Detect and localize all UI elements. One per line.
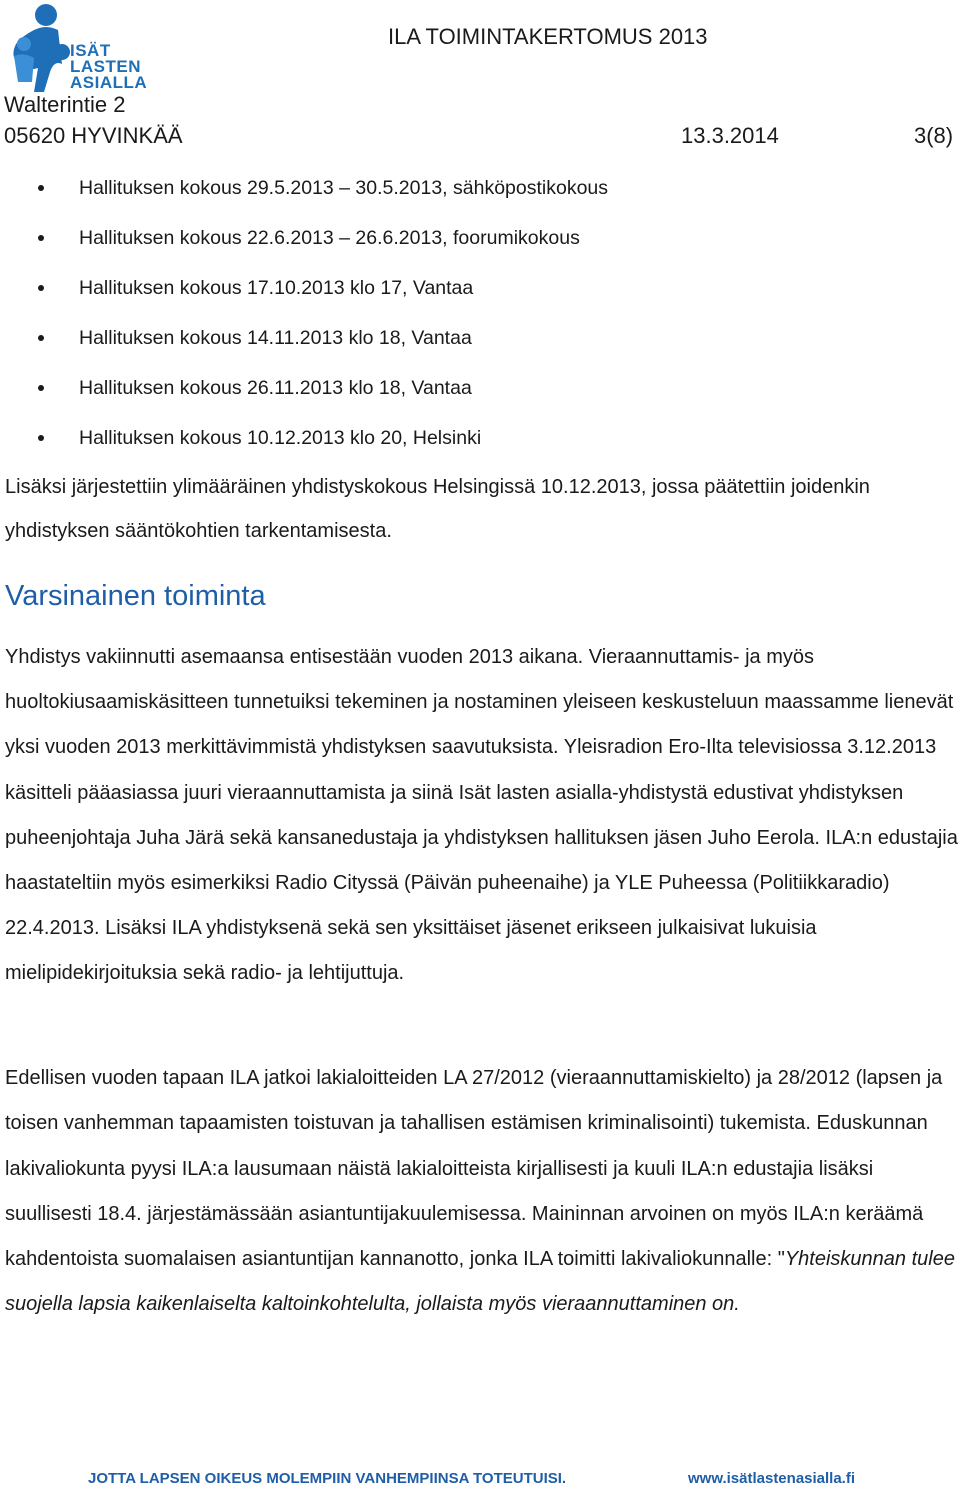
footer-slogan: JOTTA LAPSEN OIKEUS MOLEMPIIN VANHEMPIINSA TOTEUTUISI. <box>88 1470 567 1487</box>
ila-logo <box>4 2 154 92</box>
document-date: 13.3.2014 <box>681 123 779 148</box>
extra-meeting-paragraph: Lisäksi järjestettiin ylimääräinen yhdistyskokous Helsingissä 10.12.2013, jossa päätettiin joidenkin yhdistyksen sääntökohtien tarkentamisesta. <box>5 476 870 542</box>
quoted-statement: Yhteiskunnan tulee suojella lapsia kaikenlaiselta kaltoinkohtelulta, jollaista myös vieraannuttaminen on. <box>5 1248 955 1316</box>
activity-paragraph: Yhdistys vakiinnutti asemaansa entisestään vuoden 2013 aikana. Vieraannuttamis- ja myös huoltokiusaamiskäsitteen tunnetuiksi tekeminen ja nostaminen yleiseen keskusteluun maassamme lienevät yksi vuoden 2013 merkittävimmistä yhdistyksen saavutuksista. Yleisradion Ero-Ilta televisiossa 3.12.2013 käsitteli pääasiassa juuri vieraannuttamista ja siinä Isät lasten asialla-yhdistystä edustivat yhdistyksen puheenjohtaja Juha Järä sekä kansanedustaja ja yhdistyksen hallituksen jäsen Juho Eerola. ILA:n edustajia haastateltiin myös esimerkiksi Radio Cityssä (Päivän puheenaihe) ja YLE Puheessa (Politiikkaradio) 22.4.2013. Lisäksi ILA yhdistyksenä sekä sen yksittäiset jäsenet erikseen julkaisivat lukuisia mielipidekirjoituksia sekä radio- ja lehtijuttuja. <box>5 646 958 985</box>
section-heading: Varsinainen toiminta <box>5 580 266 612</box>
bullet-icon <box>38 385 44 391</box>
legislation-text: Edellisen vuoden tapaan ILA jatkoi lakialoitteiden LA 27/2012 (vieraannuttamiskielto) ja 28/2012 (lapsen ja toisen vanhemman tapaamisten toistuvan ja tahallisen estämisen kriminalisointi) tukemista. Eduskunnan lakivaliokunta pyysi ILA:a lausumaan näistä lakialoitteista kirjallisesti ja kuuli ILA:n edustajia lisäksi suullisesti 18.4. järjestämässään asiantuntijakuulemisessa. Maininnan arvoinen on myös ILA:n keräämä kahdentoista suomalaisen asiantuntijan kannanotto, jonka ILA toimitti lakivaliokunnalle: " <box>5 1067 943 1271</box>
legislation-paragraph <box>5 1056 960 1328</box>
report-title: ILA TOIMINTAKERTOMUS 2013 <box>388 24 708 49</box>
bullet-icon <box>38 185 44 191</box>
document-page: ISÄT LASTEN ASIALLA ILA TOIMINTAKERTOMUS 2013 Walterintie 2 05620 HYVINKÄÄ 13.3.2014 3(8) Hallituksen kokous 29.5.2013 – 30.5.2013, sähköpostikokous Hallituksen kokous 22.6.2013 – 26.6.2013, foorumikokous Hallituksen kokous 17.10.2013 klo 17, Vantaa Hallituksen kokous 14.11.2013 klo 18, Vantaa Hallituksen kokous 26.11.2013 klo 18, Vantaa Hallituksen kokous 10.12.2013 klo 20, Helsinki Lisäksi järjestettiin ylimääräinen yhdistyskokous Helsingissä 10.12.2013, jossa päätettiin joidenkin yhdistyksen sääntökohtien tarkentamisesta. Varsinainen toiminta Yhdistys vakiinnutti asemaansa entisestään vuoden 2013 aikana. Vieraannuttamis- ja myös huoltokiusaamiskäsitteen tunnetuiksi tekeminen ja nostaminen yleiseen keskusteluun maassamme lienevät yksi vuoden 2013 merkittävimmistä yhdistyksen saavutuksista. Yleisradion Ero-Ilta televisiossa 3.12.2013 käsitteli pääasiassa juuri vieraannuttamista ja siinä Isät lasten asialla-yhdistystä edustivat yhdistyksen puheenjohtaja Juha Järä sekä kansanedustaja ja yhdistyksen hallituksen jäsen Juho Eerola. ILA:n edustajia haastateltiin myös esimerkiksi Radio Cityssä (Päivän puheenaihe) ja YLE Puheessa (Politiikkaradio) 22.4.2013. Lisäksi ILA yhdistyksenä sekä sen yksittäiset jäsenet erikseen julkaisivat lukuisia mielipidekirjoituksia sekä radio- ja lehtijuttuja. Edellisen vuoden tapaan ILA jatkoi lakialoitteiden LA 27/2012 (vieraannuttamiskielto) ja 28/2012 (lapsen ja toisen vanhemman tapaamisten toistuvan ja tahallisen estämisen kriminalisointi) tukemista. Eduskunnan lakivaliokunta pyysi ILA:a lausumaan näistä lakialoitteista kirjallisesti ja kuuli ILA:n edustajia lisäksi suullisesti 18.4. järjestämässään asiantuntijakuulemisessa. Maininnan arvoinen on myös ILA:n keräämä kahdentoista suomalaisen asiantuntijan kannanotto, jonka ILA toimitti lakivaliokunnalle: "Yhteiskunnan tulee suojella lapsia kaikenlaiselta kaltoinkohtelulta, jollaista myös vieraannuttaminen on. JOTTA LAPSEN OIKEUS MOLEMPIIN VANHEMPIINSA TOTEUTUISI. www.isätlastenasialla.fi <box>0 0 960 1488</box>
bullet-icon <box>38 285 44 291</box>
logo-word-1: ISÄT <box>70 41 111 60</box>
footer-url[interactable]: www.isätlastenasialla.fi <box>688 1470 856 1487</box>
logo-word-2: LASTEN <box>70 57 141 76</box>
bullet-icon <box>38 235 44 241</box>
page-number: 3(8) <box>914 123 954 148</box>
bullet-icon <box>38 435 44 441</box>
address-street: Walterintie 2 <box>4 92 126 117</box>
bullet-icon <box>38 335 44 341</box>
address-city: 05620 HYVINKÄÄ <box>4 123 183 148</box>
logo-word-3: ASIALLA <box>70 73 148 92</box>
